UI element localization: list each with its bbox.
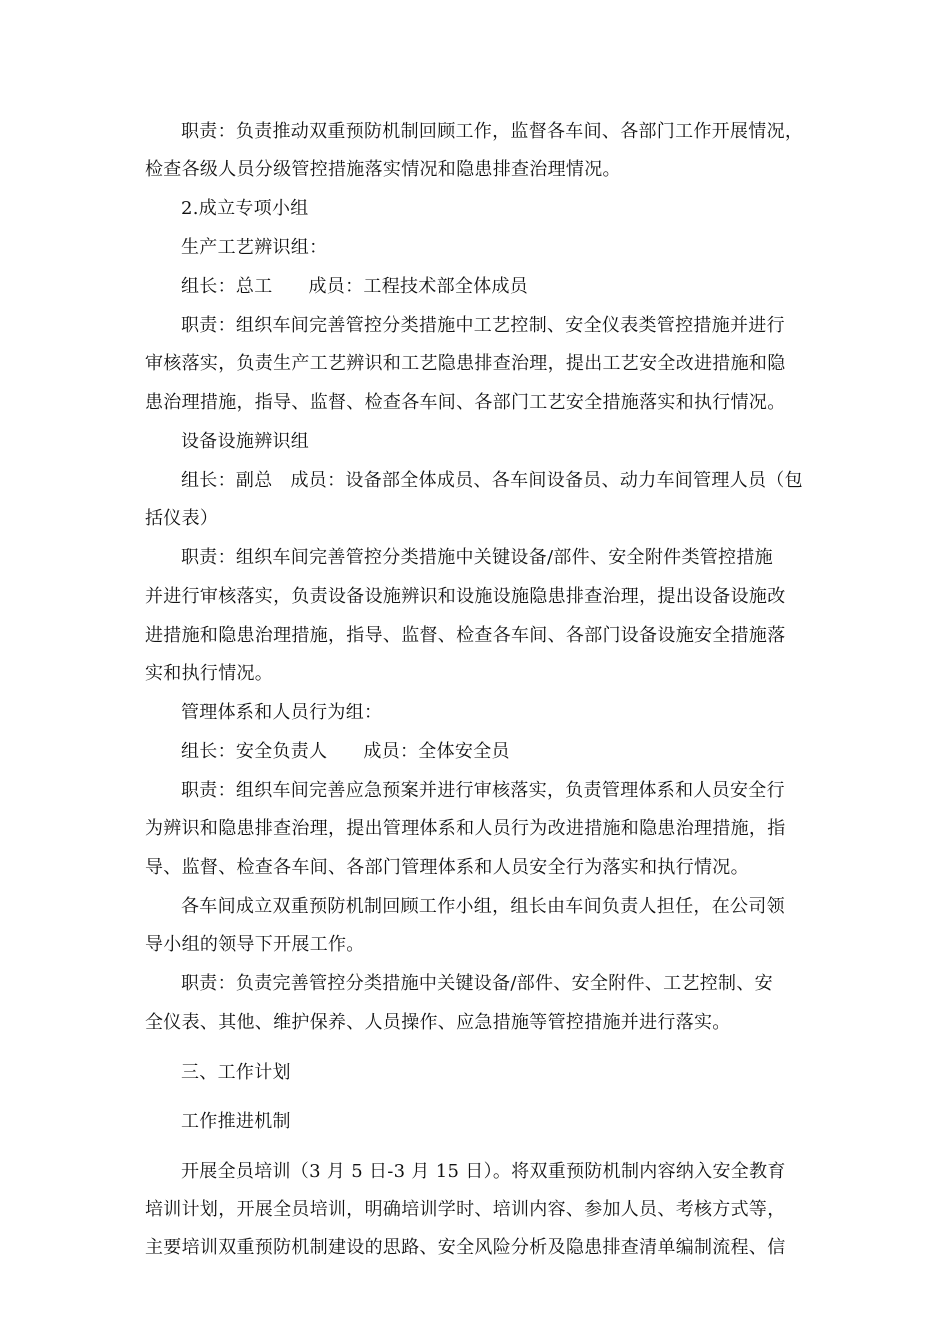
paragraph-line: 患治理措施，指导、监督、检查各车间、各部门工艺安全措施落实和执行情况。 (145, 392, 786, 413)
paragraph-line: 审核落实，负责生产工艺辨识和工艺隐患排查治理，提出工艺安全改进措施和隐 (145, 353, 786, 374)
paragraph-line: 进措施和隐患治理措施，指导、监督、检查各车间、各部门设备设施安全措施落 (145, 625, 786, 646)
group-leader: 组长：安全负责人 (181, 741, 328, 762)
group-members: 成员：工程技术部全体成员 (308, 276, 529, 297)
paragraph-line: 职责：负责完善管控分类措施中关键设备/部件、安全附件、工艺控制、安 (181, 973, 773, 994)
paragraph-line: 开展全员培训（3 月 5 日-3 月 15 日）。将双重预防机制内容纳入安全教育 (181, 1161, 786, 1182)
paragraph-line: 检查各级人员分级管控措施落实情况和隐患排查治理情况。 (145, 159, 621, 180)
paragraph-line: 括仪表） (145, 508, 219, 529)
paragraph-line: 培训计划，开展全员培训，明确培训学时、培训内容、参加人员、考核方式等， (145, 1199, 786, 1220)
group-members-line (181, 469, 825, 493)
paragraph-line: 全仪表、其他、维护保养、人员操作、应急措施等管控措施并进行落实。 (145, 1012, 731, 1033)
paragraph-line: 导小组的领导下开展工作。 (145, 934, 365, 955)
chapter-heading: 三、工作计划 (181, 1062, 291, 1083)
paragraph-line: 职责：负责推动双重预防机制回顾工作，监督各车间、各部门工作开展情况， (181, 121, 804, 142)
section-heading: 2.成立专项小组 (181, 198, 309, 219)
group-leader: 组长：副总 (181, 470, 273, 491)
group-members: 成员：设备部全体成员、各车间设备员、动力车间管理人员（包 (290, 470, 803, 491)
group-members-line (181, 275, 825, 299)
group-title: 管理体系和人员行为组： (181, 702, 383, 723)
subsection-heading: 工作推进机制 (181, 1111, 291, 1132)
paragraph-line: 各车间成立双重预防机制回顾工作小组，组长由车间负责人担任，在公司领 (181, 896, 785, 917)
group-leader: 组长：总工 (181, 276, 273, 297)
group-members-line (181, 740, 825, 764)
paragraph-line: 职责：组织车间完善管控分类措施中关键设备/部件、安全附件类管控措施 (181, 547, 773, 568)
paragraph-line: 职责：组织车间完善应急预案并进行审核落实，负责管理体系和人员安全行 (181, 780, 785, 801)
paragraph-line: 主要培训双重预防机制建设的思路、安全风险分析及隐患排查清单编制流程、信 (145, 1237, 786, 1258)
paragraph-line: 实和执行情况。 (145, 663, 274, 684)
paragraph-line: 导、监督、检查各车间、各部门管理体系和人员安全行为落实和执行情况。 (145, 857, 749, 878)
group-title: 设备设施辨识组 (181, 431, 310, 452)
paragraph-line: 为辨识和隐患排查治理，提出管理体系和人员行为改进措施和隐患治理措施，指 (145, 818, 786, 839)
group-members: 成员：全体安全员 (363, 741, 510, 762)
group-title: 生产工艺辨识组： (181, 237, 328, 258)
paragraph-line: 并进行审核落实，负责设备设施辨识和设施设施隐患排查治理，提出设备设施改 (145, 586, 786, 607)
paragraph-line: 职责：组织车间完善管控分类措施中工艺控制、安全仪表类管控措施并进行 (181, 315, 785, 336)
